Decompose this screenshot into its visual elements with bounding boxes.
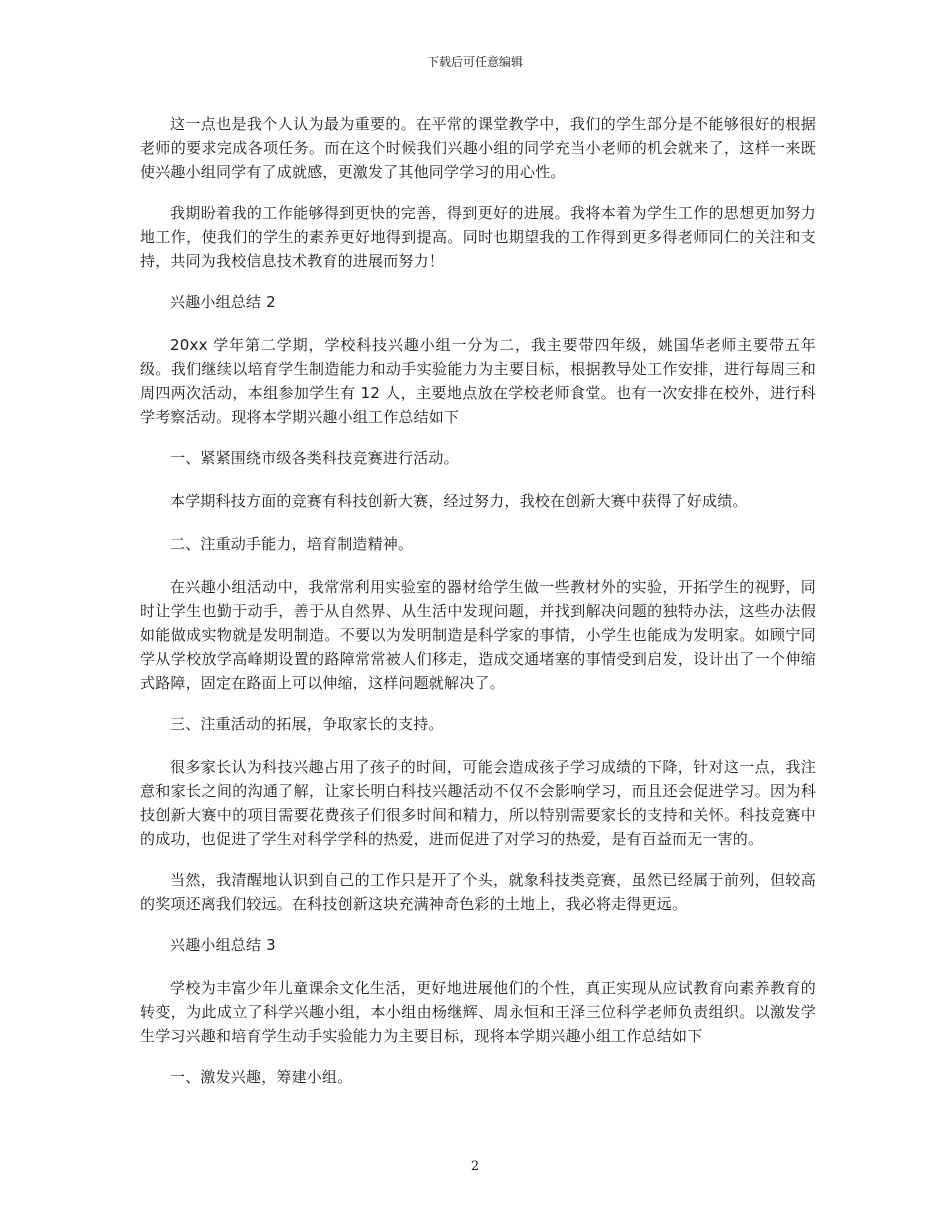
paragraph-competitions: 本学期科技方面的竞赛有科技创新大赛，经过努力，我校在创新大赛中获得了好成绩。 xyxy=(170,492,748,510)
paragraph-expectation: 我期盼着我的工作能够得到更快的完善，得到更好的进展。我将本着为学生工作的思想更加努力地工作，使我们的学生的素养更好地得到提高。同时也期望我的工作得到更多得老师同仁的关注和支持，共同为我校信息技术教育的进展而努力！ xyxy=(140,204,816,270)
section-heading-summary-2: 兴趣小组总结 2 xyxy=(170,293,276,311)
subheading-inspire-interest: 一、激发兴趣，筹建小组。 xyxy=(170,1068,353,1086)
paragraph-parents: 很多家长认为科技兴趣占用了孩子的时间，可能会造成孩子学习成绩的下降，针对这一点，我注意和家长之间的沟通了解，让家长明白科技兴趣活动不仅不会影响学习，而且还会促进学习。因为科技创新大赛中的项目需要花费孩子们很多时间和精力，所以特别需要家长的支持和关怀。科技竞赛中的成功，也促进了学生对科学学科的热爱，进而促进了对学习的热爱，是有百益而无一害的。 xyxy=(140,758,816,848)
page-number: 2 xyxy=(470,1159,480,1174)
paragraph-summary-2-intro: 20xx 学年第二学期，学校科技兴趣小组一分为二，我主要带四年级，姚国华老师主要带五年级。我们继续以培育学生制造能力和动手实验能力为主要目标，根据教导处工作安排，进行每周三和周四两次活动，本组参加学生有 12 人，主要地点放在学校老师食堂。也有一次安排在校外，进行科学考察活动。现将本学期兴趣小组工作总结如下 xyxy=(140,336,816,426)
page-header: 下载后可任意编辑 xyxy=(426,55,523,69)
document-body xyxy=(140,112,816,1108)
subheading-hands-on: 二、注重动手能力，培育制造精神。 xyxy=(170,535,414,553)
subheading-competitions: 一、紧紧围绕市级各类科技竞赛进行活动。 xyxy=(170,449,459,467)
paragraph-hands-on: 在兴趣小组活动中，我常常利用实验室的器材给学生做一些教材外的实验，开拓学生的视野，同时让学生也勤于动手，善于从自然界、从生活中发现问题，并找到解决问题的独特办法，这些办法假如能做成实物就是发明制造。不要以为发明制造是科学家的事情，小学生也能成为发明家。如顾宁同学从学校放学高峰期设置的路障常常被人们移走，造成交通堵塞的事情受到启发，设计出了一个伸缩式路障，固定在路面上可以伸缩，这样问题就解决了。 xyxy=(140,578,816,692)
paragraph-reflection: 当然，我清醒地认识到自己的工作只是开了个头，就象科技类竞赛，虽然已经属于前列，但较高的奖项还离我们较远。在科技创新这块充满神奇色彩的土地上，我必将走得更远。 xyxy=(140,871,816,913)
paragraph-summary-3-intro: 学校为丰富少年儿童课余文化生活，更好地进展他们的个性，真正实现从应试教育向素养教育的转变，为此成立了科学兴趣小组，本小组由杨继辉、周永恒和王泽三位科学老师负责组织。以激发学生学习兴趣和培育学生动手实验能力为主要目标，现将本学期兴趣小组工作总结如下 xyxy=(140,979,816,1045)
paragraph-intro-importance: 这一点也是我个人认为最为重要的。在平常的课堂教学中，我们的学生部分是不能够很好的根据老师的要求完成各项任务。而在这个时候我们兴趣小组的同学充当小老师的机会就来了，这样一来既使兴趣小组同学有了成就感，更激发了其他同学学习的用心性。 xyxy=(140,115,816,181)
section-heading-summary-3: 兴趣小组总结 3 xyxy=(170,936,276,954)
subheading-parents: 三、注重活动的拓展，争取家长的支持。 xyxy=(170,715,444,733)
